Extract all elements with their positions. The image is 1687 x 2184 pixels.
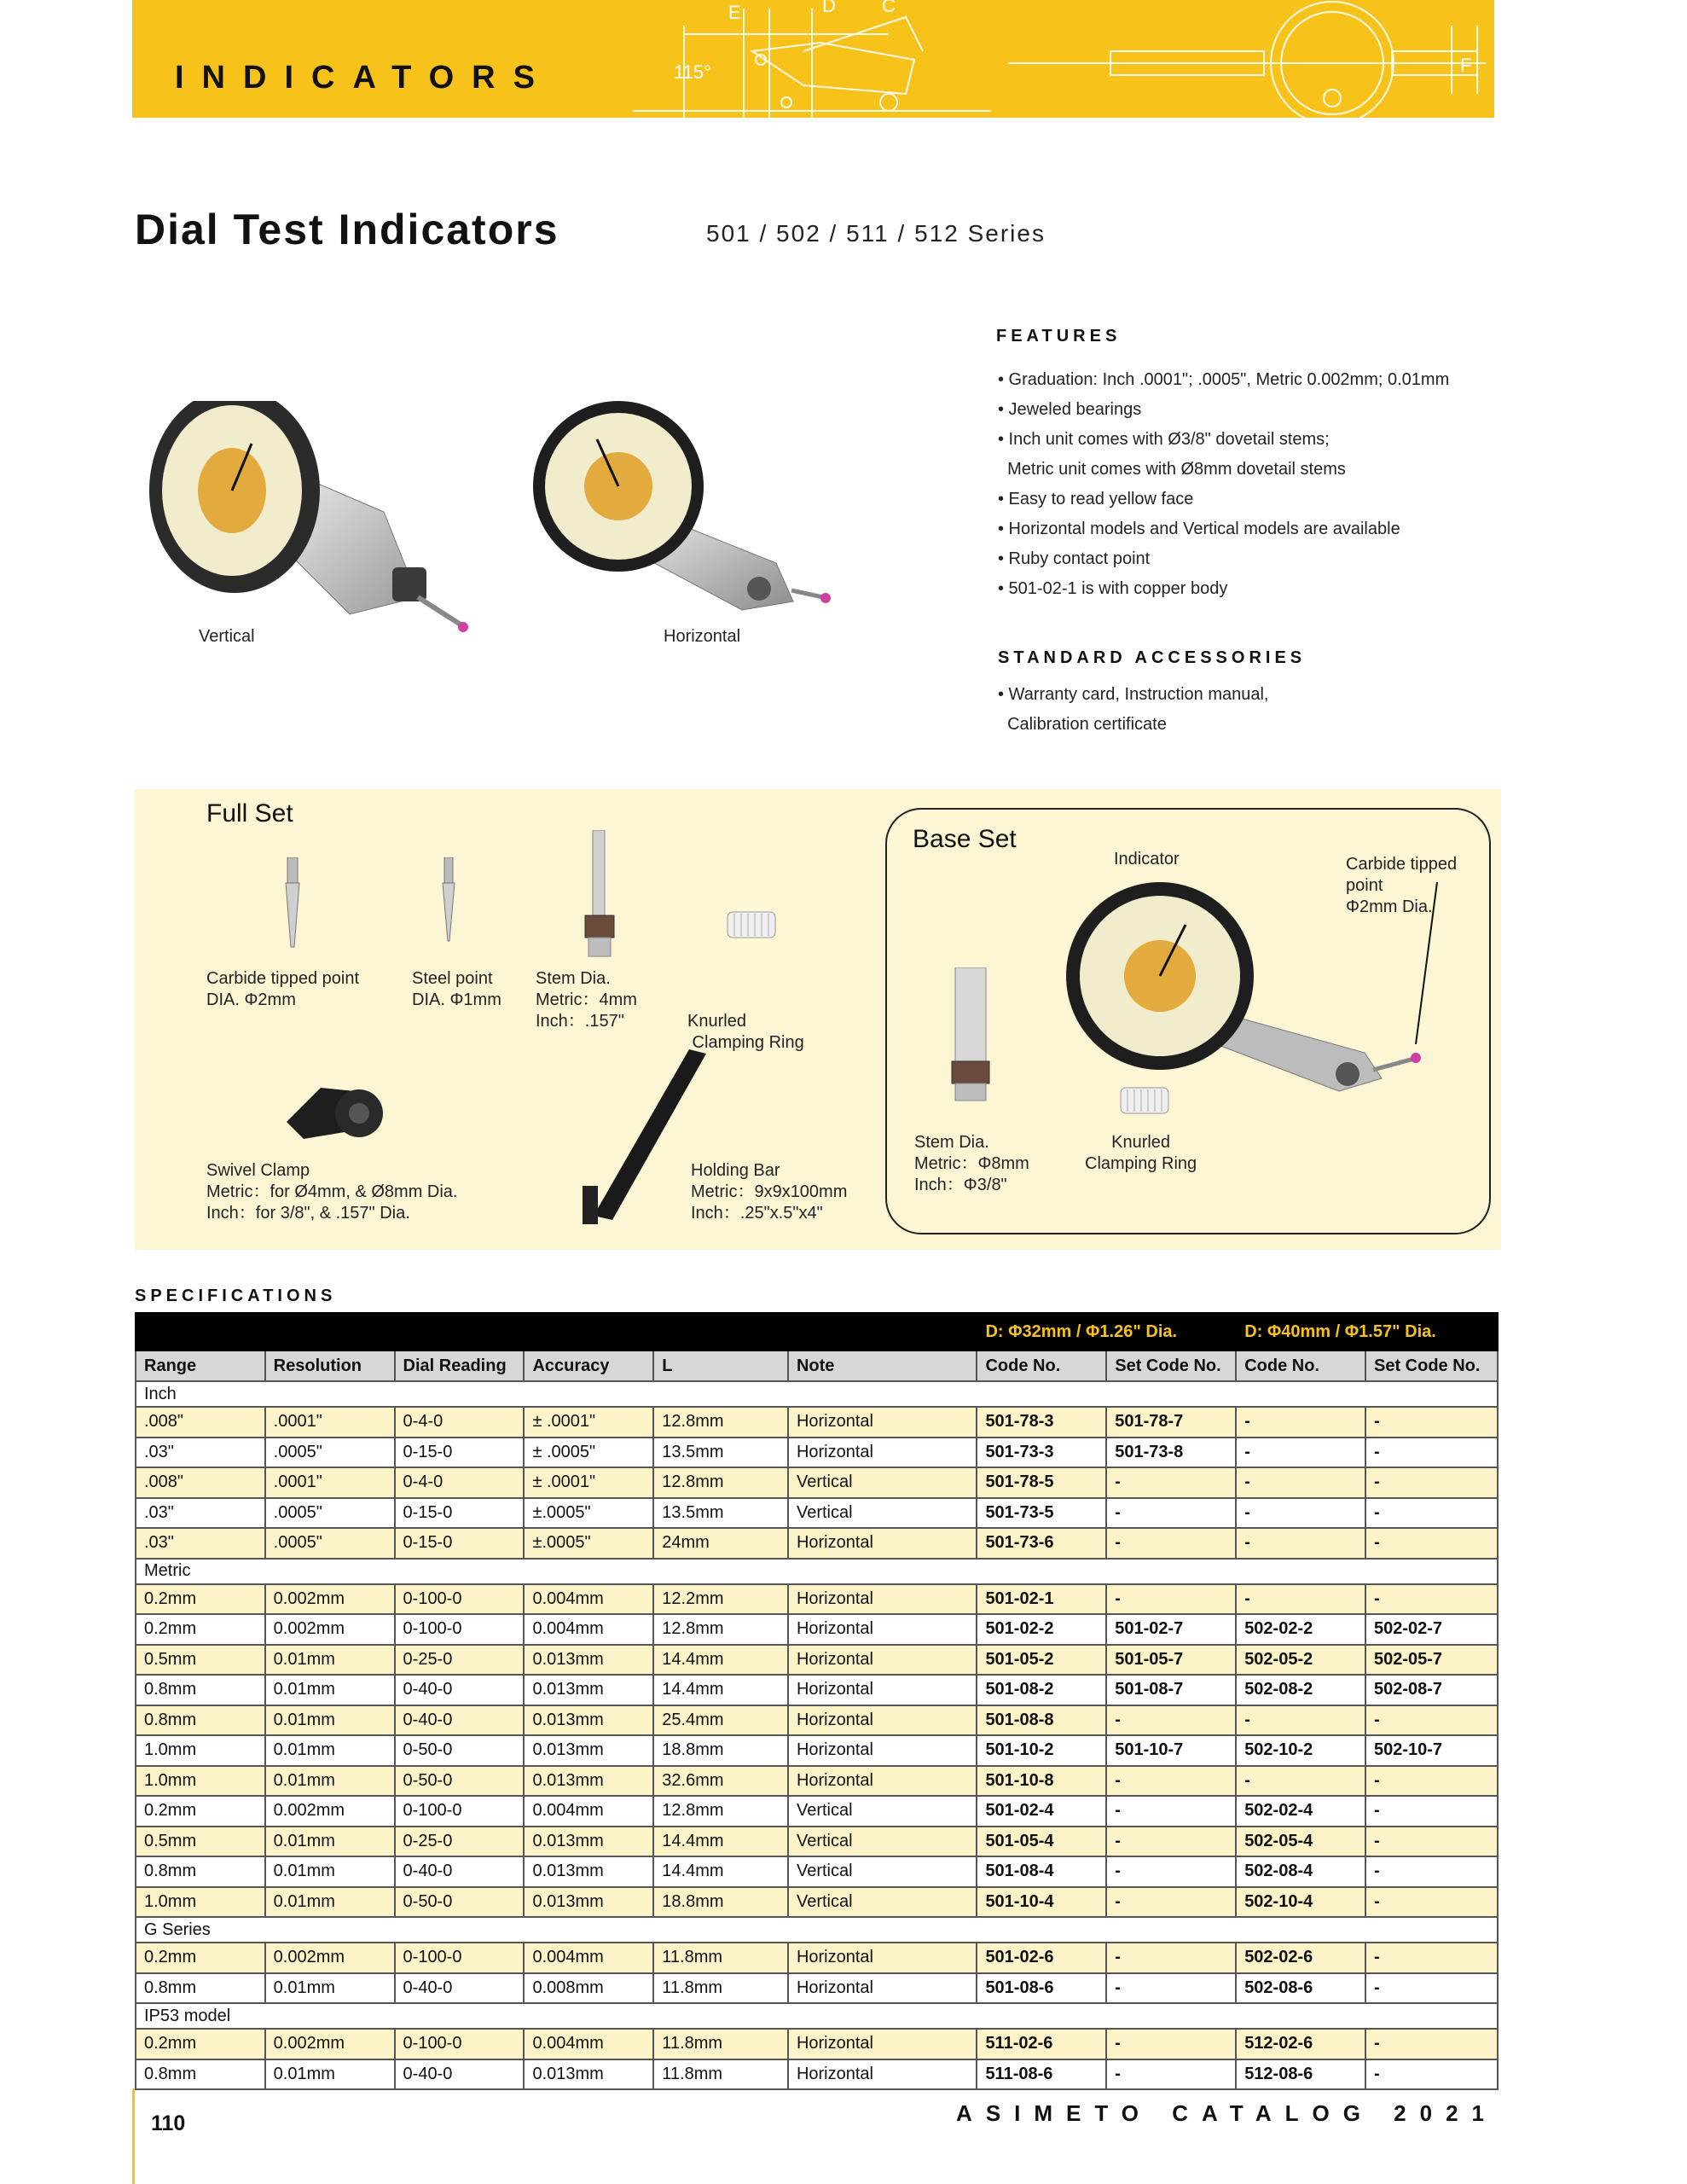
base-knurled-label: Knurled Clamping Ring xyxy=(1085,1133,1197,1173)
table-cell: 0-100-0 xyxy=(395,1584,525,1615)
table-cell: Vertical xyxy=(788,1856,977,1887)
column-header-row xyxy=(136,1350,1498,1381)
table-cell: 0.01mm xyxy=(265,2059,395,2090)
table-cell: - xyxy=(1365,1467,1498,1498)
table-cell: 0-100-0 xyxy=(395,1796,525,1827)
table-cell: 0.013mm xyxy=(524,1675,653,1705)
table-cell: 0-40-0 xyxy=(395,2059,525,2090)
table-cell: 501-08-4 xyxy=(977,1856,1106,1887)
table-cell: 0-40-0 xyxy=(395,1856,525,1887)
table-cell: .008" xyxy=(136,1407,265,1438)
table-cell: 0.004mm xyxy=(524,1614,653,1645)
table-cell: 0.5mm xyxy=(136,1827,265,1857)
table-cell: - xyxy=(1106,1467,1236,1498)
table-row xyxy=(136,1675,1498,1705)
table-row xyxy=(136,1887,1498,1918)
swivel-clamp-image xyxy=(278,1062,397,1147)
table-cell: - xyxy=(1236,1498,1365,1529)
table-cell: 0-40-0 xyxy=(395,1675,525,1705)
table-cell: 0-15-0 xyxy=(395,1438,525,1468)
table-row xyxy=(136,1827,1498,1857)
table-cell: Vertical xyxy=(788,1887,977,1918)
table-cell: 0.013mm xyxy=(524,1645,653,1676)
table-cell: Horizontal xyxy=(788,1614,977,1645)
column-header: Dial Reading xyxy=(395,1350,525,1381)
table-cell: - xyxy=(1106,1887,1236,1918)
table-cell: 0.01mm xyxy=(265,1675,395,1705)
table-cell: 11.8mm xyxy=(653,1973,788,2004)
table-cell: - xyxy=(1106,1827,1236,1857)
table-cell: 501-78-7 xyxy=(1106,1407,1236,1438)
table-cell: 502-08-4 xyxy=(1236,1856,1365,1887)
table-cell: 501-78-5 xyxy=(977,1467,1106,1498)
table-cell: Horizontal xyxy=(788,1675,977,1705)
table-cell: 0-50-0 xyxy=(395,1766,525,1797)
catalog-footer: ASIMETO CATALOG 2021 xyxy=(956,2100,1498,2126)
table-cell: 501-73-5 xyxy=(977,1498,1106,1529)
table-cell: 501-05-4 xyxy=(977,1827,1106,1857)
stem-image xyxy=(578,830,621,958)
table-cell: Horizontal xyxy=(788,1438,977,1468)
table-cell: 501-02-7 xyxy=(1106,1614,1236,1645)
table-cell: .03" xyxy=(136,1498,265,1529)
table-cell: - xyxy=(1106,1498,1236,1529)
table-cell: 0.8mm xyxy=(136,1705,265,1736)
table-cell: - xyxy=(1106,1766,1236,1797)
base-carbide-label: Carbide tipped point Φ2mm Dia. xyxy=(1346,855,1458,916)
table-cell: 501-08-2 xyxy=(977,1675,1106,1705)
table-cell: 0.8mm xyxy=(136,1973,265,2004)
table-cell: 501-73-6 xyxy=(977,1528,1106,1559)
section-title: INDICATORS xyxy=(175,60,553,96)
table-cell: 0.8mm xyxy=(136,1675,265,1705)
table-cell: - xyxy=(1106,1943,1236,1973)
svg-text:D: D xyxy=(822,0,836,16)
table-cell: 0.5mm xyxy=(136,1645,265,1676)
holding-bar-label: Holding Bar Metric：9x9x100mm Inch：.25"x.5"x4" xyxy=(691,1161,848,1223)
svg-text:C: C xyxy=(882,0,896,16)
table-cell: 501-02-1 xyxy=(977,1584,1106,1615)
table-cell: 0.013mm xyxy=(524,1887,653,1918)
steel-point-label: Steel point DIA. Φ1mm xyxy=(412,969,501,1009)
table-cell: .0001" xyxy=(265,1407,395,1438)
table-cell: 502-08-2 xyxy=(1236,1675,1365,1705)
table-cell: 12.2mm xyxy=(653,1584,788,1615)
table-cell: - xyxy=(1106,1705,1236,1736)
table-cell: Horizontal xyxy=(788,2059,977,2090)
accessory-item: • Warranty card, Instruction manual, xyxy=(998,685,1269,704)
specifications-table xyxy=(135,1312,1499,2090)
page-number: 110 xyxy=(151,2111,186,2135)
table-cell: 501-78-3 xyxy=(977,1407,1106,1438)
table-row xyxy=(136,1614,1498,1645)
dia-40-label: D: Φ40mm / Φ1.57" Dia. xyxy=(1236,1313,1498,1350)
table-cell: 0.004mm xyxy=(524,2029,653,2059)
header-banner xyxy=(132,0,1494,118)
table-cell: Vertical xyxy=(788,1498,977,1529)
table-cell: - xyxy=(1106,1528,1236,1559)
page-title: Dial Test Indicators xyxy=(135,206,559,253)
knurled-ring-image xyxy=(726,907,777,941)
table-row xyxy=(136,1735,1498,1766)
table-cell: 0-50-0 xyxy=(395,1735,525,1766)
table-row xyxy=(136,2059,1498,2090)
table-cell: Horizontal xyxy=(788,1943,977,1973)
table-cell: 0-25-0 xyxy=(395,1827,525,1857)
table-cell: Horizontal xyxy=(788,1584,977,1615)
table-cell: 13.5mm xyxy=(653,1498,788,1529)
table-cell: 511-08-6 xyxy=(977,2059,1106,2090)
accessory-item: Calibration certificate xyxy=(998,715,1167,734)
table-cell: 1.0mm xyxy=(136,1766,265,1797)
table-cell: 13.5mm xyxy=(653,1438,788,1468)
table-cell: 11.8mm xyxy=(653,2029,788,2059)
feature-item: • Jeweled bearings xyxy=(998,400,1142,419)
table-cell: 0.013mm xyxy=(524,1766,653,1797)
diameter-header-row xyxy=(136,1313,1498,1350)
table-cell: 1.0mm xyxy=(136,1735,265,1766)
table-cell: .0005" xyxy=(265,1498,395,1529)
table-cell: 501-10-7 xyxy=(1106,1735,1236,1766)
feature-item: • Ruby contact point xyxy=(998,549,1151,568)
table-cell: 12.8mm xyxy=(653,1796,788,1827)
table-cell: 0.2mm xyxy=(136,1943,265,1973)
table-cell: 0.002mm xyxy=(265,2029,395,2059)
base-stem-image xyxy=(945,967,996,1104)
table-cell: 501-08-6 xyxy=(977,1973,1106,2004)
table-cell: 0.01mm xyxy=(265,1887,395,1918)
table-cell: - xyxy=(1106,1584,1236,1615)
table-cell: - xyxy=(1365,1528,1498,1559)
table-cell: - xyxy=(1236,1584,1365,1615)
table-cell: .0001" xyxy=(265,1467,395,1498)
table-cell: 0.2mm xyxy=(136,1584,265,1615)
table-cell: 502-08-6 xyxy=(1236,1973,1365,2004)
table-cell: ± .0001" xyxy=(524,1407,653,1438)
table-cell: 502-02-4 xyxy=(1236,1796,1365,1827)
table-row xyxy=(136,1498,1498,1529)
table-cell: - xyxy=(1365,1887,1498,1918)
table-cell: 0.2mm xyxy=(136,1614,265,1645)
table-cell: 502-02-7 xyxy=(1365,1614,1498,1645)
table-cell: ±.0005" xyxy=(524,1498,653,1529)
feature-item: • 501-02-1 is with copper body xyxy=(998,579,1228,598)
table-cell: ± .0005" xyxy=(524,1438,653,1468)
table-cell: - xyxy=(1236,1407,1365,1438)
table-cell: 12.8mm xyxy=(653,1467,788,1498)
base-stem-label: Stem Dia. Metric：Φ8mm Inch：Φ3/8" xyxy=(914,1133,1029,1194)
column-header: Set Code No. xyxy=(1106,1350,1236,1381)
table-cell: 0.002mm xyxy=(265,1614,395,1645)
table-cell: 14.4mm xyxy=(653,1645,788,1676)
table-cell: - xyxy=(1106,1856,1236,1887)
indicator-label: Indicator xyxy=(1114,850,1180,868)
table-cell: ±.0005" xyxy=(524,1528,653,1559)
table-cell: 0.013mm xyxy=(524,2059,653,2090)
group-row xyxy=(136,1917,1498,1943)
table-cell: 501-02-2 xyxy=(977,1614,1106,1645)
accessories-list xyxy=(998,680,1269,740)
features-list xyxy=(998,365,1527,604)
table-cell: Vertical xyxy=(788,1467,977,1498)
table-cell: 501-73-3 xyxy=(977,1438,1106,1468)
table-cell: - xyxy=(1365,2059,1498,2090)
base-set-title: Base Set xyxy=(913,825,1017,853)
group-label: IP53 model xyxy=(136,2003,1498,2029)
accessories-heading: STANDARD ACCESSORIES xyxy=(998,648,1307,667)
table-cell: - xyxy=(1106,2059,1236,2090)
table-cell: 501-10-2 xyxy=(977,1735,1106,1766)
table-cell: 0.01mm xyxy=(265,1973,395,2004)
table-cell: 501-05-7 xyxy=(1106,1645,1236,1676)
table-cell: 12.8mm xyxy=(653,1614,788,1645)
table-cell: 502-05-2 xyxy=(1236,1645,1365,1676)
table-cell: 501-02-6 xyxy=(977,1943,1106,1973)
table-cell: - xyxy=(1106,1796,1236,1827)
table-cell: - xyxy=(1236,1705,1365,1736)
table-cell: 501-10-8 xyxy=(977,1766,1106,1797)
table-cell: 0.01mm xyxy=(265,1827,395,1857)
table-cell: 0.013mm xyxy=(524,1827,653,1857)
table-cell: 0.013mm xyxy=(524,1856,653,1887)
horizontal-indicator-photo xyxy=(520,401,836,614)
table-cell: 501-73-8 xyxy=(1106,1438,1236,1468)
carbide-point-image xyxy=(280,857,305,951)
table-cell: 0.002mm xyxy=(265,1943,395,1973)
table-cell: 0.002mm xyxy=(265,1584,395,1615)
table-cell: .0005" xyxy=(265,1528,395,1559)
table-cell: 11.8mm xyxy=(653,2059,788,2090)
table-cell: 502-05-7 xyxy=(1365,1645,1498,1676)
table-row xyxy=(136,1973,1498,2004)
table-row xyxy=(136,1705,1498,1736)
table-cell: - xyxy=(1365,1705,1498,1736)
table-cell: 32.6mm xyxy=(653,1766,788,1797)
table-row xyxy=(136,1766,1498,1797)
table-cell: - xyxy=(1365,1407,1498,1438)
table-cell: 0-40-0 xyxy=(395,1705,525,1736)
feature-item: • Inch unit comes with Ø3/8" dovetail stems; xyxy=(998,430,1330,449)
table-cell: 11.8mm xyxy=(653,1943,788,1973)
table-cell: 0-15-0 xyxy=(395,1528,525,1559)
table-cell: - xyxy=(1365,1766,1498,1797)
table-cell: 0.002mm xyxy=(265,1796,395,1827)
table-cell: 0.01mm xyxy=(265,1766,395,1797)
horizontal-caption: Horizontal xyxy=(664,627,741,646)
table-cell: 502-10-7 xyxy=(1365,1735,1498,1766)
feature-item: • Horizontal models and Vertical models are available xyxy=(998,520,1400,538)
table-cell: 14.4mm xyxy=(653,1827,788,1857)
group-row xyxy=(136,1559,1498,1584)
table-cell: 0.01mm xyxy=(265,1856,395,1887)
feature-item: Metric unit comes with Ø8mm dovetail stems xyxy=(998,460,1346,479)
table-cell: 0-15-0 xyxy=(395,1498,525,1529)
table-cell: Horizontal xyxy=(788,1766,977,1797)
table-cell: Horizontal xyxy=(788,1705,977,1736)
table-cell: 0-4-0 xyxy=(395,1467,525,1498)
table-cell: - xyxy=(1365,1796,1498,1827)
table-cell: 0-100-0 xyxy=(395,1614,525,1645)
vertical-indicator-photo xyxy=(136,401,478,648)
table-cell: 501-10-4 xyxy=(977,1887,1106,1918)
steel-point-image xyxy=(438,857,459,943)
knurled-ring-label: Knurled Clamping Ring xyxy=(687,1012,804,1052)
table-cell: 0.013mm xyxy=(524,1735,653,1766)
table-cell: 24mm xyxy=(653,1528,788,1559)
table-cell: - xyxy=(1365,1584,1498,1615)
table-cell: 0-40-0 xyxy=(395,1973,525,2004)
svg-text:115°: 115° xyxy=(674,61,711,83)
group-row xyxy=(136,2003,1498,2029)
table-cell: - xyxy=(1365,1973,1498,2004)
column-header: Accuracy xyxy=(524,1350,653,1381)
table-cell: - xyxy=(1236,1766,1365,1797)
table-cell: 502-10-4 xyxy=(1236,1887,1365,1918)
table-cell: Vertical xyxy=(788,1796,977,1827)
base-knurled-ring-image xyxy=(1119,1083,1170,1117)
table-cell: 0.8mm xyxy=(136,1856,265,1887)
table-cell: 0.004mm xyxy=(524,1943,653,1973)
swivel-clamp-label: Swivel Clamp Metric：for Ø4mm, & Ø8mm Dia. Inch：for 3/8", & .157" Dia. xyxy=(206,1161,458,1223)
features-heading: FEATURES xyxy=(996,327,1122,346)
table-cell: - xyxy=(1365,1498,1498,1529)
table-row xyxy=(136,1796,1498,1827)
column-header: Set Code No. xyxy=(1365,1350,1498,1381)
table-cell: 502-05-4 xyxy=(1236,1827,1365,1857)
table-cell: 501-05-2 xyxy=(977,1645,1106,1676)
table-cell: 0.8mm xyxy=(136,2059,265,2090)
specifications-heading: SPECIFICATIONS xyxy=(135,1287,337,1305)
table-cell: - xyxy=(1365,1943,1498,1973)
table-cell: .0005" xyxy=(265,1438,395,1468)
table-cell: 501-08-7 xyxy=(1106,1675,1236,1705)
svg-text:F: F xyxy=(1460,55,1472,76)
technical-drawing-art xyxy=(633,0,1494,118)
table-cell: Horizontal xyxy=(788,1735,977,1766)
table-cell: 0.01mm xyxy=(265,1735,395,1766)
table-cell: Vertical xyxy=(788,1827,977,1857)
table-cell: 1.0mm xyxy=(136,1887,265,1918)
column-header: Resolution xyxy=(265,1350,395,1381)
table-cell: 0-100-0 xyxy=(395,2029,525,2059)
table-cell: 502-02-6 xyxy=(1236,1943,1365,1973)
table-cell: .008" xyxy=(136,1467,265,1498)
table-row xyxy=(136,1584,1498,1615)
group-label: Metric xyxy=(136,1559,1498,1584)
feature-item: • Easy to read yellow face xyxy=(998,490,1194,508)
table-cell: - xyxy=(1365,2029,1498,2059)
feature-item: • Graduation: Inch .0001"; .0005", Metric 0.002mm; 0.01mm xyxy=(998,370,1450,389)
table-cell: 501-08-8 xyxy=(977,1705,1106,1736)
table-cell: 25.4mm xyxy=(653,1705,788,1736)
carbide-point-label: Carbide tipped point DIA. Φ2mm xyxy=(206,969,360,1009)
table-cell: 0.008mm xyxy=(524,1973,653,2004)
table-cell: 0.004mm xyxy=(524,1796,653,1827)
table-cell: - xyxy=(1236,1438,1365,1468)
table-cell: - xyxy=(1236,1467,1365,1498)
table-cell: 502-08-7 xyxy=(1365,1675,1498,1705)
footer-accent-bar xyxy=(132,2088,135,2184)
table-cell: Horizontal xyxy=(788,1645,977,1676)
group-label: G Series xyxy=(136,1917,1498,1943)
table-cell: 0-4-0 xyxy=(395,1407,525,1438)
column-header: Code No. xyxy=(1236,1350,1365,1381)
dia-32-label: D: Φ32mm / Φ1.26" Dia. xyxy=(977,1313,1236,1350)
table-cell: 0.01mm xyxy=(265,1645,395,1676)
group-row xyxy=(136,1381,1498,1407)
series-subtitle: 501 / 502 / 511 / 512 Series xyxy=(706,220,1046,247)
column-header: Range xyxy=(136,1350,265,1381)
svg-text:E: E xyxy=(728,2,741,23)
table-cell: 12.8mm xyxy=(653,1407,788,1438)
table-row xyxy=(136,1407,1498,1438)
table-cell: .03" xyxy=(136,1438,265,1468)
table-cell: 0.013mm xyxy=(524,1705,653,1736)
table-cell: 0.2mm xyxy=(136,1796,265,1827)
table-cell: 511-02-6 xyxy=(977,2029,1106,2059)
base-set-box xyxy=(885,808,1491,1234)
table-cell: Horizontal xyxy=(788,1528,977,1559)
vertical-caption: Vertical xyxy=(199,627,255,646)
column-header: L xyxy=(653,1350,788,1381)
table-cell: 0.01mm xyxy=(265,1705,395,1736)
specifications-body xyxy=(136,1381,1498,2089)
table-cell: 0-25-0 xyxy=(395,1645,525,1676)
table-row xyxy=(136,1856,1498,1887)
table-cell: 14.4mm xyxy=(653,1856,788,1887)
table-cell: Horizontal xyxy=(788,1407,977,1438)
table-cell: .03" xyxy=(136,1528,265,1559)
table-cell: - xyxy=(1106,1973,1236,2004)
table-cell: 501-02-4 xyxy=(977,1796,1106,1827)
table-cell: - xyxy=(1365,1438,1498,1468)
table-row xyxy=(136,1943,1498,1973)
table-cell: 0.004mm xyxy=(524,1584,653,1615)
table-cell: 0-100-0 xyxy=(395,1943,525,1973)
full-set-title: Full Set xyxy=(206,799,293,828)
table-cell: - xyxy=(1365,1827,1498,1857)
table-cell: - xyxy=(1236,1528,1365,1559)
sets-panel xyxy=(135,789,1501,1250)
table-cell: 512-08-6 xyxy=(1236,2059,1365,2090)
table-row xyxy=(136,1645,1498,1676)
table-cell: 0-50-0 xyxy=(395,1887,525,1918)
table-cell: Horizontal xyxy=(788,1973,977,2004)
table-row xyxy=(136,1528,1498,1559)
table-cell: Horizontal xyxy=(788,2029,977,2059)
table-cell: ± .0001" xyxy=(524,1467,653,1498)
table-cell: 512-02-6 xyxy=(1236,2029,1365,2059)
table-row xyxy=(136,2029,1498,2059)
table-cell: - xyxy=(1365,1856,1498,1887)
table-cell: 14.4mm xyxy=(653,1675,788,1705)
table-cell: 0.2mm xyxy=(136,2029,265,2059)
table-cell: 18.8mm xyxy=(653,1735,788,1766)
table-row xyxy=(136,1438,1498,1468)
table-cell: 18.8mm xyxy=(653,1887,788,1918)
group-label: Inch xyxy=(136,1381,1498,1407)
table-row xyxy=(136,1467,1498,1498)
column-header: Note xyxy=(788,1350,977,1381)
table-cell: 502-02-2 xyxy=(1236,1614,1365,1645)
column-header: Code No. xyxy=(977,1350,1106,1381)
stem-label: Stem Dia. Metric：4mm Inch：.157" xyxy=(536,969,637,1031)
table-cell: 502-10-2 xyxy=(1236,1735,1365,1766)
table-cell: - xyxy=(1106,2029,1236,2059)
